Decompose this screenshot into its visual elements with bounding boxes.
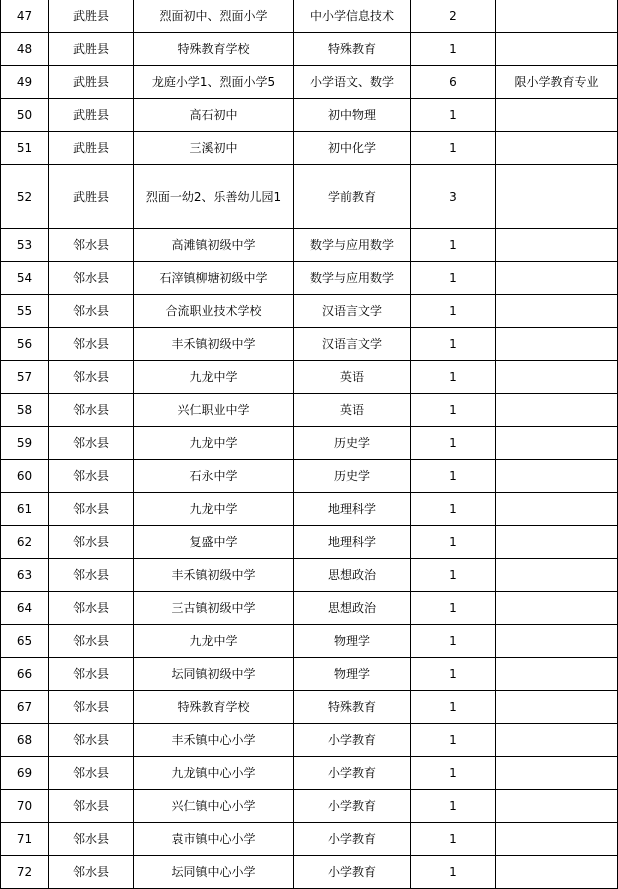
county-cell: 邻水县	[49, 427, 134, 460]
count-cell: 1	[411, 295, 496, 328]
school-cell: 石滓镇柳塘初级中学	[134, 262, 294, 295]
subject-cell: 汉语言文学	[294, 295, 411, 328]
row-number-cell: 59	[1, 427, 49, 460]
row-number-cell: 71	[1, 823, 49, 856]
school-cell: 特殊教育学校	[134, 691, 294, 724]
row-number-cell: 53	[1, 229, 49, 262]
school-cell: 高石初中	[134, 99, 294, 132]
table-row	[1, 724, 618, 757]
subject-cell: 思想政治	[294, 592, 411, 625]
note-cell	[496, 99, 618, 132]
school-cell: 九龙中学	[134, 493, 294, 526]
school-cell: 坛同镇中心小学	[134, 856, 294, 889]
count-cell: 1	[411, 262, 496, 295]
table-row	[1, 33, 618, 66]
row-number-cell: 68	[1, 724, 49, 757]
count-cell: 1	[411, 856, 496, 889]
table-row	[1, 0, 618, 33]
subject-cell: 小学教育	[294, 790, 411, 823]
table-row	[1, 823, 618, 856]
school-cell: 九龙镇中心小学	[134, 757, 294, 790]
note-cell	[496, 295, 618, 328]
note-cell	[496, 757, 618, 790]
row-number-cell: 63	[1, 559, 49, 592]
subject-cell: 数学与应用数学	[294, 229, 411, 262]
row-number-cell: 64	[1, 592, 49, 625]
count-cell: 1	[411, 460, 496, 493]
note-cell	[496, 229, 618, 262]
count-cell: 1	[411, 132, 496, 165]
row-number-cell: 52	[1, 165, 49, 229]
county-cell: 邻水县	[49, 658, 134, 691]
note-cell	[496, 526, 618, 559]
note-cell	[496, 790, 618, 823]
table-body	[1, 0, 618, 889]
count-cell: 1	[411, 691, 496, 724]
county-cell: 邻水县	[49, 526, 134, 559]
table-row	[1, 790, 618, 823]
school-cell: 三溪初中	[134, 132, 294, 165]
subject-cell: 英语	[294, 394, 411, 427]
note-cell	[496, 823, 618, 856]
note-cell	[496, 592, 618, 625]
count-cell: 1	[411, 592, 496, 625]
count-cell: 1	[411, 99, 496, 132]
row-number-cell: 65	[1, 625, 49, 658]
note-cell	[496, 460, 618, 493]
school-cell: 合流职业技术学校	[134, 295, 294, 328]
table-row	[1, 262, 618, 295]
row-number-cell: 51	[1, 132, 49, 165]
row-number-cell: 66	[1, 658, 49, 691]
table-row	[1, 625, 618, 658]
count-cell: 1	[411, 33, 496, 66]
row-number-cell: 49	[1, 66, 49, 99]
count-cell: 1	[411, 493, 496, 526]
note-cell	[496, 165, 618, 229]
note-cell	[496, 0, 618, 33]
subject-cell: 小学教育	[294, 823, 411, 856]
county-cell: 邻水县	[49, 559, 134, 592]
note-cell	[496, 262, 618, 295]
row-number-cell: 69	[1, 757, 49, 790]
row-number-cell: 50	[1, 99, 49, 132]
count-cell: 1	[411, 790, 496, 823]
subject-cell: 英语	[294, 361, 411, 394]
note-cell	[496, 625, 618, 658]
table-row	[1, 229, 618, 262]
school-cell: 坛同镇初级中学	[134, 658, 294, 691]
school-cell: 丰禾镇中心小学	[134, 724, 294, 757]
school-cell: 九龙中学	[134, 427, 294, 460]
subject-cell: 小学教育	[294, 724, 411, 757]
subject-cell: 地理科学	[294, 526, 411, 559]
subject-cell: 物理学	[294, 658, 411, 691]
table-row	[1, 856, 618, 889]
row-number-cell: 61	[1, 493, 49, 526]
subject-cell: 特殊教育	[294, 33, 411, 66]
subject-cell: 初中物理	[294, 99, 411, 132]
count-cell: 1	[411, 526, 496, 559]
school-cell: 丰禾镇初级中学	[134, 559, 294, 592]
county-cell: 邻水县	[49, 361, 134, 394]
county-cell: 邻水县	[49, 790, 134, 823]
county-cell: 武胜县	[49, 33, 134, 66]
school-cell: 烈面初中、烈面小学	[134, 0, 294, 33]
note-cell	[496, 328, 618, 361]
school-cell: 三古镇初级中学	[134, 592, 294, 625]
count-cell: 1	[411, 394, 496, 427]
count-cell: 6	[411, 66, 496, 99]
subject-cell: 初中化学	[294, 132, 411, 165]
count-cell: 1	[411, 757, 496, 790]
subject-cell: 物理学	[294, 625, 411, 658]
county-cell: 邻水县	[49, 691, 134, 724]
subject-cell: 中小学信息技术	[294, 0, 411, 33]
county-cell: 武胜县	[49, 165, 134, 229]
count-cell: 1	[411, 229, 496, 262]
county-cell: 邻水县	[49, 328, 134, 361]
county-cell: 武胜县	[49, 132, 134, 165]
note-cell	[496, 856, 618, 889]
subject-cell: 历史学	[294, 460, 411, 493]
row-number-cell: 55	[1, 295, 49, 328]
school-cell: 九龙中学	[134, 625, 294, 658]
county-cell: 邻水县	[49, 229, 134, 262]
table-row	[1, 394, 618, 427]
school-cell: 龙庭小学1、烈面小学5	[134, 66, 294, 99]
count-cell: 1	[411, 625, 496, 658]
school-cell: 复盛中学	[134, 526, 294, 559]
table-row	[1, 427, 618, 460]
table-row	[1, 165, 618, 229]
count-cell: 2	[411, 0, 496, 33]
county-cell: 邻水县	[49, 493, 134, 526]
count-cell: 1	[411, 361, 496, 394]
county-cell: 邻水县	[49, 394, 134, 427]
count-cell: 1	[411, 328, 496, 361]
county-cell: 武胜县	[49, 99, 134, 132]
school-cell: 烈面一幼2、乐善幼儿园1	[134, 165, 294, 229]
row-number-cell: 60	[1, 460, 49, 493]
note-cell	[496, 361, 618, 394]
county-cell: 邻水县	[49, 757, 134, 790]
count-cell: 1	[411, 658, 496, 691]
count-cell: 1	[411, 724, 496, 757]
table-row	[1, 99, 618, 132]
subject-cell: 历史学	[294, 427, 411, 460]
note-cell	[496, 427, 618, 460]
row-number-cell: 67	[1, 691, 49, 724]
table-row	[1, 460, 618, 493]
county-cell: 邻水县	[49, 856, 134, 889]
school-cell: 丰禾镇初级中学	[134, 328, 294, 361]
table-row	[1, 361, 618, 394]
row-number-cell: 72	[1, 856, 49, 889]
note-cell	[496, 724, 618, 757]
note-cell	[496, 559, 618, 592]
row-number-cell: 54	[1, 262, 49, 295]
county-cell: 邻水县	[49, 823, 134, 856]
row-number-cell: 62	[1, 526, 49, 559]
table-row	[1, 66, 618, 99]
subject-cell: 思想政治	[294, 559, 411, 592]
county-cell: 邻水县	[49, 295, 134, 328]
school-cell: 兴仁镇中心小学	[134, 790, 294, 823]
school-cell: 特殊教育学校	[134, 33, 294, 66]
county-cell: 邻水县	[49, 262, 134, 295]
school-cell: 九龙中学	[134, 361, 294, 394]
table-row	[1, 295, 618, 328]
table-row	[1, 691, 618, 724]
subject-cell: 小学语文、数学	[294, 66, 411, 99]
table-row	[1, 559, 618, 592]
table-row	[1, 592, 618, 625]
count-cell: 1	[411, 559, 496, 592]
row-number-cell: 47	[1, 0, 49, 33]
row-number-cell: 57	[1, 361, 49, 394]
row-number-cell: 48	[1, 33, 49, 66]
note-cell	[496, 132, 618, 165]
subject-cell: 数学与应用数学	[294, 262, 411, 295]
note-cell	[496, 658, 618, 691]
county-cell: 武胜县	[49, 0, 134, 33]
subject-cell: 小学教育	[294, 757, 411, 790]
county-cell: 邻水县	[49, 592, 134, 625]
table-row	[1, 526, 618, 559]
subject-cell: 汉语言文学	[294, 328, 411, 361]
count-cell: 1	[411, 823, 496, 856]
table-row	[1, 132, 618, 165]
table-row	[1, 493, 618, 526]
note-cell: 限小学教育专业	[496, 66, 618, 99]
county-cell: 武胜县	[49, 66, 134, 99]
county-cell: 邻水县	[49, 460, 134, 493]
row-number-cell: 58	[1, 394, 49, 427]
county-cell: 邻水县	[49, 724, 134, 757]
school-cell: 袁市镇中心小学	[134, 823, 294, 856]
row-number-cell: 56	[1, 328, 49, 361]
subject-cell: 小学教育	[294, 856, 411, 889]
note-cell	[496, 33, 618, 66]
school-cell: 石永中学	[134, 460, 294, 493]
count-cell: 1	[411, 427, 496, 460]
row-number-cell: 70	[1, 790, 49, 823]
subject-cell: 学前教育	[294, 165, 411, 229]
note-cell	[496, 493, 618, 526]
table-row	[1, 757, 618, 790]
table-row	[1, 328, 618, 361]
county-cell: 邻水县	[49, 625, 134, 658]
note-cell	[496, 394, 618, 427]
subject-cell: 特殊教育	[294, 691, 411, 724]
school-cell: 兴仁职业中学	[134, 394, 294, 427]
note-cell	[496, 691, 618, 724]
subject-cell: 地理科学	[294, 493, 411, 526]
count-cell: 3	[411, 165, 496, 229]
school-cell: 高滩镇初级中学	[134, 229, 294, 262]
table-row	[1, 658, 618, 691]
